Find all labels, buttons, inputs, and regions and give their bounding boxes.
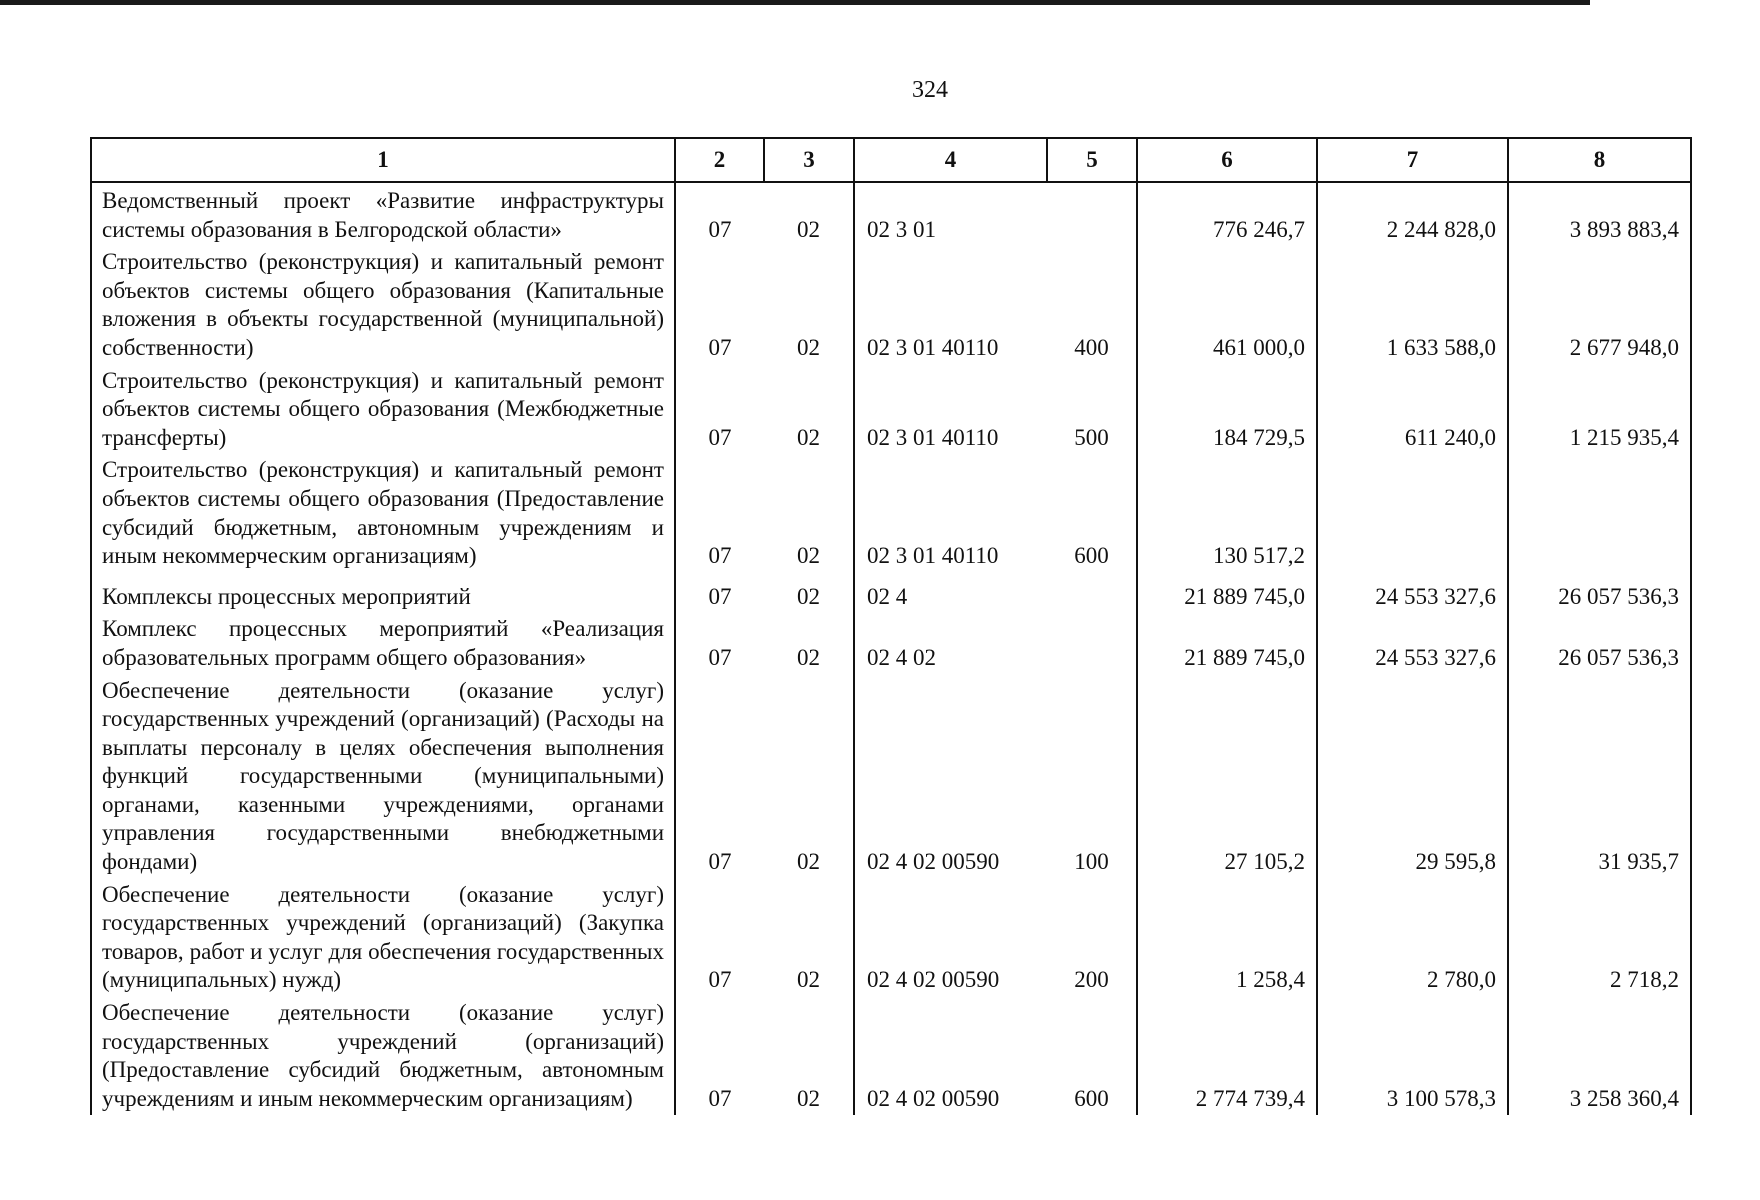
row-subsection: 02 (764, 571, 854, 612)
row-amount-col6: 1 258,4 (1137, 877, 1317, 995)
row-name: Строительство (реконструкция) и капитальный ремонт объектов системы общего образования (Предоставление субсидий бюджетным, автономным учреждениям и иным некоммерческим организациям) (91, 452, 675, 570)
row-amount-col7: 1 633 588,0 (1317, 244, 1508, 362)
row-amount-col7: 24 553 327,6 (1317, 611, 1508, 672)
table-row (91, 673, 1691, 877)
row-name: Обеспечение деятельности (оказание услуг) государственных учреждений (организаций) (Расходы на выплаты персоналу в целях обеспечения выполнения функций государственными (муниципальными) органами, казенными учреждениями, органами управления государственными внебюджетными фондами) (91, 673, 675, 877)
row-amount-col8: 3 258 360,4 (1508, 995, 1691, 1115)
row-amount-col6: 184 729,5 (1137, 363, 1317, 453)
row-target-code: 02 4 02 (854, 611, 1047, 672)
row-name: Строительство (реконструкция) и капитальный ремонт объектов системы общего образования (Капитальные вложения в объекты государственной (муниципальной) собственности) (91, 244, 675, 362)
row-amount-col8: 1 215 935,4 (1508, 363, 1691, 453)
row-amount-col6: 21 889 745,0 (1137, 611, 1317, 672)
row-name: Строительство (реконструкция) и капитальный ремонт объектов системы общего образования (Межбюджетные трансферты) (91, 363, 675, 453)
column-header: 8 (1508, 138, 1691, 182)
row-name: Комплексы процессных мероприятий (91, 571, 675, 612)
row-expense-type: 600 (1047, 452, 1137, 570)
row-target-code: 02 4 02 00590 (854, 995, 1047, 1115)
row-name: Обеспечение деятельности (оказание услуг) государственных учреждений (организаций) (Предоставление субсидий бюджетным, автономным учреждениям и иным некоммерческим организациям) (91, 995, 675, 1115)
row-section: 07 (708, 583, 732, 609)
row-section: 07 (708, 334, 732, 360)
row-section: 07 (708, 424, 732, 450)
row-section: 07 (708, 543, 732, 569)
row-amount-col8: 26 057 536,3 (1508, 611, 1691, 672)
row-expense-type (1047, 571, 1137, 612)
row-target-code: 02 4 02 00590 (854, 673, 1047, 877)
row-name: Ведомственный проект «Развитие инфраструктуры системы образования в Белгородской области» (91, 182, 675, 244)
table-row (91, 571, 1691, 612)
table-row (91, 877, 1691, 995)
budget-table (90, 137, 1692, 1115)
column-header: 3 (764, 138, 854, 182)
row-target-code: 02 3 01 40110 (854, 363, 1047, 453)
row-expense-type: 500 (1047, 363, 1137, 453)
row-amount-col8: 2 677 948,0 (1508, 244, 1691, 362)
row-expense-type (1047, 611, 1137, 672)
table-row (91, 363, 1691, 453)
row-amount-col8: 26 057 536,3 (1508, 571, 1691, 612)
column-header: 1 (91, 138, 675, 182)
row-expense-type: 200 (1047, 877, 1137, 995)
row-amount-col7: 24 553 327,6 (1317, 571, 1508, 612)
row-amount-col8: 31 935,7 (1508, 673, 1691, 877)
row-subsection: 02 (764, 995, 854, 1115)
row-expense-type: 600 (1047, 995, 1137, 1115)
table-row (91, 452, 1691, 570)
column-header: 5 (1047, 138, 1137, 182)
row-name: Комплекс процессных мероприятий «Реализация образовательных программ общего образования» (91, 611, 675, 672)
row-name: Обеспечение деятельности (оказание услуг) государственных учреждений (организаций) (Закупка товаров, работ и услуг для обеспечения государственных (муниципальных) нужд) (91, 877, 675, 995)
table-header-row (91, 138, 1691, 182)
row-expense-type: 400 (1047, 244, 1137, 362)
row-subsection: 02 (764, 363, 854, 453)
row-subsection: 02 (764, 673, 854, 877)
row-section: 07 (708, 967, 732, 993)
row-section: 07 (708, 644, 732, 670)
row-section: 07 (708, 216, 732, 242)
column-header: 6 (1137, 138, 1317, 182)
row-amount-col8 (1508, 452, 1691, 570)
row-amount-col7: 2 244 828,0 (1317, 182, 1508, 244)
table-row (91, 182, 1691, 244)
table-row (91, 244, 1691, 362)
row-subsection: 02 (764, 244, 854, 362)
row-amount-col8: 2 718,2 (1508, 877, 1691, 995)
row-section: 07 (708, 1085, 732, 1111)
row-section: 07 (708, 849, 732, 875)
row-amount-col6: 461 000,0 (1137, 244, 1317, 362)
table-row (91, 611, 1691, 672)
top-scan-rule (0, 0, 1590, 5)
row-amount-col6: 27 105,2 (1137, 673, 1317, 877)
row-amount-col8: 3 893 883,4 (1508, 182, 1691, 244)
row-amount-col6: 776 246,7 (1137, 182, 1317, 244)
row-subsection: 02 (764, 877, 854, 995)
row-target-code: 02 4 02 00590 (854, 877, 1047, 995)
row-amount-col6: 130 517,2 (1137, 452, 1317, 570)
row-target-code: 02 3 01 40110 (854, 452, 1047, 570)
table-row (91, 995, 1691, 1115)
row-subsection: 02 (764, 611, 854, 672)
column-header: 7 (1317, 138, 1508, 182)
row-target-code: 02 4 (854, 571, 1047, 612)
row-subsection: 02 (764, 452, 854, 570)
row-amount-col6: 2 774 739,4 (1137, 995, 1317, 1115)
page-number: 324 (912, 77, 948, 103)
row-amount-col7 (1317, 452, 1508, 570)
row-target-code: 02 3 01 (854, 182, 1047, 244)
row-expense-type (1047, 182, 1137, 244)
column-header: 4 (854, 138, 1047, 182)
row-amount-col7: 29 595,8 (1317, 673, 1508, 877)
row-target-code: 02 3 01 40110 (854, 244, 1047, 362)
row-subsection: 02 (764, 182, 854, 244)
row-amount-col7: 611 240,0 (1317, 363, 1508, 453)
row-amount-col6: 21 889 745,0 (1137, 571, 1317, 612)
row-expense-type: 100 (1047, 673, 1137, 877)
row-amount-col7: 3 100 578,3 (1317, 995, 1508, 1115)
row-amount-col7: 2 780,0 (1317, 877, 1508, 995)
column-header: 2 (675, 138, 764, 182)
